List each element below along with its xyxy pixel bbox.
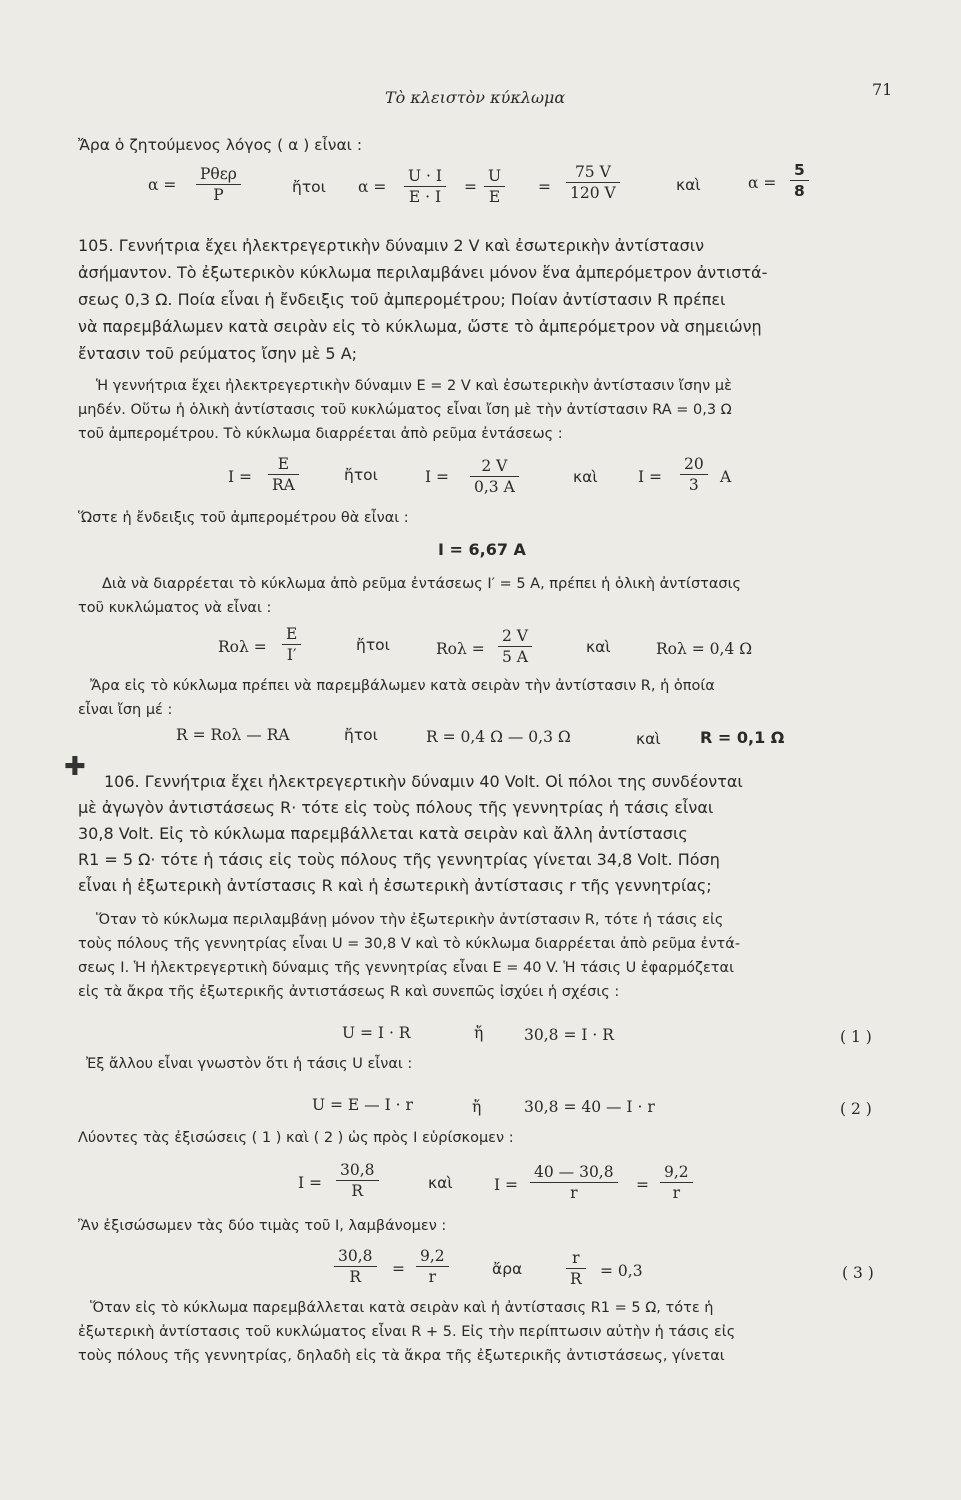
problem-106-line: R1 = 5 Ω· τότε ἡ τάσις εἰς τοὺς πόλους τῆς γεννητρίας γίνεται 34,8 Volt. Πόση bbox=[78, 850, 720, 869]
hitoi-2: ἤτοι bbox=[344, 466, 378, 484]
frac-92-r: $\frac{9,2}{r}$ bbox=[660, 1162, 693, 1203]
frac-pthermal-p bbox=[196, 164, 241, 205]
equals-03: = 0,3 bbox=[600, 1262, 643, 1280]
problem-105-line: νὰ παρεμβάλωμεν κατὰ σειρὰν εἰς τὸ κύκλωμα, ὥστε τὸ ἀμπερόμετρον νὰ σημειώνῃ bbox=[78, 317, 762, 336]
hitoi-1: ἤτοι bbox=[292, 178, 326, 196]
solution-line: εἶναι ἴση μέ : bbox=[78, 702, 173, 718]
hitoi-3: ἤτοι bbox=[356, 636, 390, 654]
solution-line: Ἡ γεννήτρια ἔχει ἠλεκτρεγερτικὴν δύναμιν E = 2 V καὶ ἐσωτερικὴν ἀντίστασιν ἴσην μὲ bbox=[96, 378, 732, 394]
solution-line: Διὰ νὰ διαρρέεται τὸ κύκλωμα ἀπὸ ρεῦμα ἐντάσεως I′ = 5 A, πρέπει ἡ ὁλικὴ ἀντίστασις bbox=[102, 576, 742, 592]
kai-4: καὶ bbox=[636, 730, 661, 748]
solution-line: Ἐξ ἄλλου εἶναι γνωστὸν ὅτι ἡ τάσις U εἶναι : bbox=[86, 1056, 413, 1072]
frac-ui-ei: $\frac{U \cdot I}{E \cdot I}$ bbox=[404, 166, 446, 207]
kai-1: καὶ bbox=[676, 176, 701, 194]
frac-20-3: $\frac{20}{3}$ bbox=[680, 454, 708, 495]
problem-105-line: 105. Γεννήτρια ἔχει ἠλεκτρεγερτικὴν δύναμιν 2 V καὶ ἐσωτερικὴν ἀντίστασιν bbox=[78, 236, 705, 255]
solution-line: τοὺς πόλους τῆς γεννητρίας, δηλαδὴ εἰς τὰ ἄκρα τῆς ἐξωτερικῆς ἀντιστάσεως, γίνεται bbox=[78, 1348, 725, 1364]
rol-eq-2: Rολ = bbox=[436, 640, 485, 658]
page-number: 71 bbox=[872, 80, 893, 99]
i-eq-1: I = bbox=[228, 468, 253, 486]
frac-5-8: $\frac{5}{8}$ bbox=[790, 160, 809, 201]
conclusion-line: Ὥστε ἡ ἔνδειξις τοῦ ἀμπερομέτρου θὰ εἶναι : bbox=[78, 510, 409, 526]
kai-2: καὶ bbox=[573, 468, 598, 486]
solution-line: Λύοντες τὰς ἐξισώσεις ( 1 ) καὶ ( 2 ) ὡς πρὸς I εὑρίσκομεν : bbox=[78, 1130, 514, 1146]
solution-line: Ἂν ἐξισώσωμεν τὰς δύο τιμὰς τοῦ I, λαμβάνομεν : bbox=[78, 1218, 447, 1234]
problem-106-line: 106. Γεννήτρια ἔχει ἠλεκτρεγερτικὴν δύναμιν 40 Volt. Οἱ πόλοι της συνδέονται bbox=[104, 772, 743, 791]
kai-3: καὶ bbox=[586, 638, 611, 656]
pencil-mark-icon: ✚ bbox=[64, 752, 86, 782]
ara-word: ἄρα bbox=[492, 1260, 523, 1278]
solution-line: σεως I. Ἡ ἠλεκτρεγερτικὴ δύναμις τῆς γεννητρίας εἶναι E = 40 V. Ἡ τάσις U ἐφαρμόζεται bbox=[78, 960, 734, 976]
problem-105-line: ἀσήμαντον. Τὸ ἐξωτερικὸν κύκλωμα περιλαμβάνει μόνον ἕνα ἀμπερόμετρον ἀντιστά- bbox=[78, 263, 768, 282]
eq1-b: 30,8 = I · R bbox=[524, 1026, 614, 1044]
frac-2v-03a: $\frac{2 V}{0,3 A}$ bbox=[470, 456, 519, 497]
frac-e-iprime: $\frac{E}{I'}$ bbox=[282, 624, 301, 665]
frac-r-rbig: $\frac{r}{R}$ bbox=[566, 1248, 586, 1289]
equals-b: = bbox=[538, 178, 551, 196]
frac-308-r-2: $\frac{30,8}{R}$ bbox=[334, 1246, 377, 1287]
intro-line: Ἄρα ὁ ζητούμενος λόγος ( α ) εἶναι : bbox=[78, 136, 363, 154]
problem-105-line: ἔντασιν τοῦ ρεύματος ἴσην μὲ 5 A; bbox=[78, 344, 358, 363]
eq2-a: U = E — I · r bbox=[312, 1096, 413, 1114]
solution-line: τοῦ κυκλώματος νὰ εἶναι : bbox=[78, 600, 272, 616]
rol-eq-1: Rολ = bbox=[218, 638, 267, 656]
eq1-tag: ( 1 ) bbox=[840, 1028, 872, 1046]
problem-105-line: σεως 0,3 Ω. Ποία εἶναι ἡ ἔνδειξις τοῦ ἀμπερομέτρου; Ποίαν ἀντίστασιν R πρέπει bbox=[78, 290, 726, 309]
problem-106-line: 30,8 Volt. Εἰς τὸ κύκλωμα παρεμβάλλεται κατὰ σειρὰν καὶ ἄλλη ἀντίστασις bbox=[78, 824, 688, 843]
eq3-tag: ( 3 ) bbox=[842, 1264, 874, 1282]
solution-line: Ἄρα εἰς τὸ κύκλωμα πρέπει νὰ παρεμβάλωμεν κατὰ σειρὰν τὴν ἀντίστασιν R, ἡ ὁποία bbox=[90, 678, 715, 694]
solution-line: Ὅταν τὸ κύκλωμα περιλαμβάνῃ μόνον τὴν ἐξωτερικὴν ἀντίστασιν R, τότε ἡ τάσις εἰς bbox=[96, 912, 724, 928]
running-title: Τὸ κλειστὸν κύκλωμα bbox=[385, 88, 566, 107]
solution-line: τοὺς πόλους τῆς γεννητρίας εἶναι U = 30,8 V καὶ τὸ κύκλωμα διαρρέεται ἀπὸ ρεῦμα ἐντά- bbox=[78, 936, 741, 952]
equals-d: = bbox=[392, 1260, 405, 1278]
problem-106-line: μὲ ἀγωγὸν ἀντιστάσεως R· τότε εἰς τοὺς πόλους τῆς γεννητρίας ἡ τάσις εἶναι bbox=[78, 798, 714, 817]
eq1-or: ἤ bbox=[474, 1024, 484, 1042]
alpha-eq-1: α = bbox=[148, 176, 177, 194]
eq2-or: ἤ bbox=[472, 1098, 482, 1116]
equals-c: = bbox=[636, 1176, 649, 1194]
i-eq-3: I = bbox=[638, 468, 663, 486]
solution-line: μηδέν. Οὕτω ἡ ὁλικὴ ἀντίστασις τοῦ κυκλώματος εἶναι ἴση μὲ τὴν ἀντίστασιν RA = 0,3 Ω bbox=[78, 402, 732, 418]
eq1-a: U = I · R bbox=[342, 1024, 411, 1042]
frac-92-r-2: $\frac{9,2}{r}$ bbox=[416, 1246, 449, 1287]
solution-line: Ὅταν εἰς τὸ κύκλωμα παρεμβάλλεται κατὰ σειρὰν καὶ ἡ ἀντίστασις R1 = 5 Ω, τότε ἡ bbox=[90, 1300, 714, 1316]
frac-u-e: $\frac{U}{E}$ bbox=[484, 166, 505, 207]
i-eq-4: I = bbox=[298, 1174, 323, 1192]
frac-den: P bbox=[213, 186, 224, 204]
frac-75v-120v: $\frac{75 V}{120 V}$ bbox=[566, 162, 620, 203]
solution-line: εἰς τὰ ἄκρα τῆς ἐξωτερικῆς ἀντιστάσεως R καὶ συνεπῶς ἰσχύει ἡ σχέσις : bbox=[78, 984, 620, 1000]
r-result: R = 0,1 Ω bbox=[700, 728, 785, 747]
frac-308-r: $\frac{30,8}{R}$ bbox=[336, 1160, 379, 1201]
problem-106-line: εἶναι ἡ ἐξωτερικὴ ἀντίστασις R καὶ ἡ ἐσωτερικὴ ἀντίστασις r τῆς γεννητρίας; bbox=[78, 876, 712, 895]
kai-5: καὶ bbox=[428, 1174, 453, 1192]
frac-num: Pθερ bbox=[196, 164, 241, 185]
rol-result: Rολ = 0,4 Ω bbox=[656, 640, 753, 658]
hitoi-4: ἤτοι bbox=[344, 726, 378, 744]
frac-2v-5a: $\frac{2 V}{5 A}$ bbox=[498, 626, 532, 667]
frac-40-308-r: $\frac{40 — 30,8}{r}$ bbox=[530, 1162, 618, 1203]
alpha-eq-2: α = bbox=[358, 178, 387, 196]
equals-a: = bbox=[464, 178, 477, 196]
eq2-tag: ( 2 ) bbox=[840, 1100, 872, 1118]
frac-e-ra: $\frac{E}{RA}$ bbox=[268, 454, 299, 495]
solution-line: τοῦ ἀμπερομέτρου. Τὸ κύκλωμα διαρρέεται ἀπὸ ρεῦμα ἐντάσεως : bbox=[78, 426, 563, 442]
r-equation-2: R = 0,4 Ω — 0,3 Ω bbox=[426, 728, 571, 746]
solution-line: ἐξωτερικὴ ἀντίστασις τοῦ κυκλώματος εἶναι R + 5. Εἰς τὴν περίπτωσιν αὐτὴν ἡ τάσις εἰς bbox=[78, 1324, 736, 1340]
i-eq-5: I = bbox=[494, 1176, 519, 1194]
eq2-b: 30,8 = 40 — I · r bbox=[524, 1098, 655, 1116]
i-eq-2: I = bbox=[425, 468, 450, 486]
alpha-eq-3: α = bbox=[748, 174, 777, 192]
r-equation-1: R = Rολ — RA bbox=[176, 726, 290, 744]
unit-a: A bbox=[720, 468, 732, 486]
result-current: I = 6,67 A bbox=[438, 540, 526, 559]
